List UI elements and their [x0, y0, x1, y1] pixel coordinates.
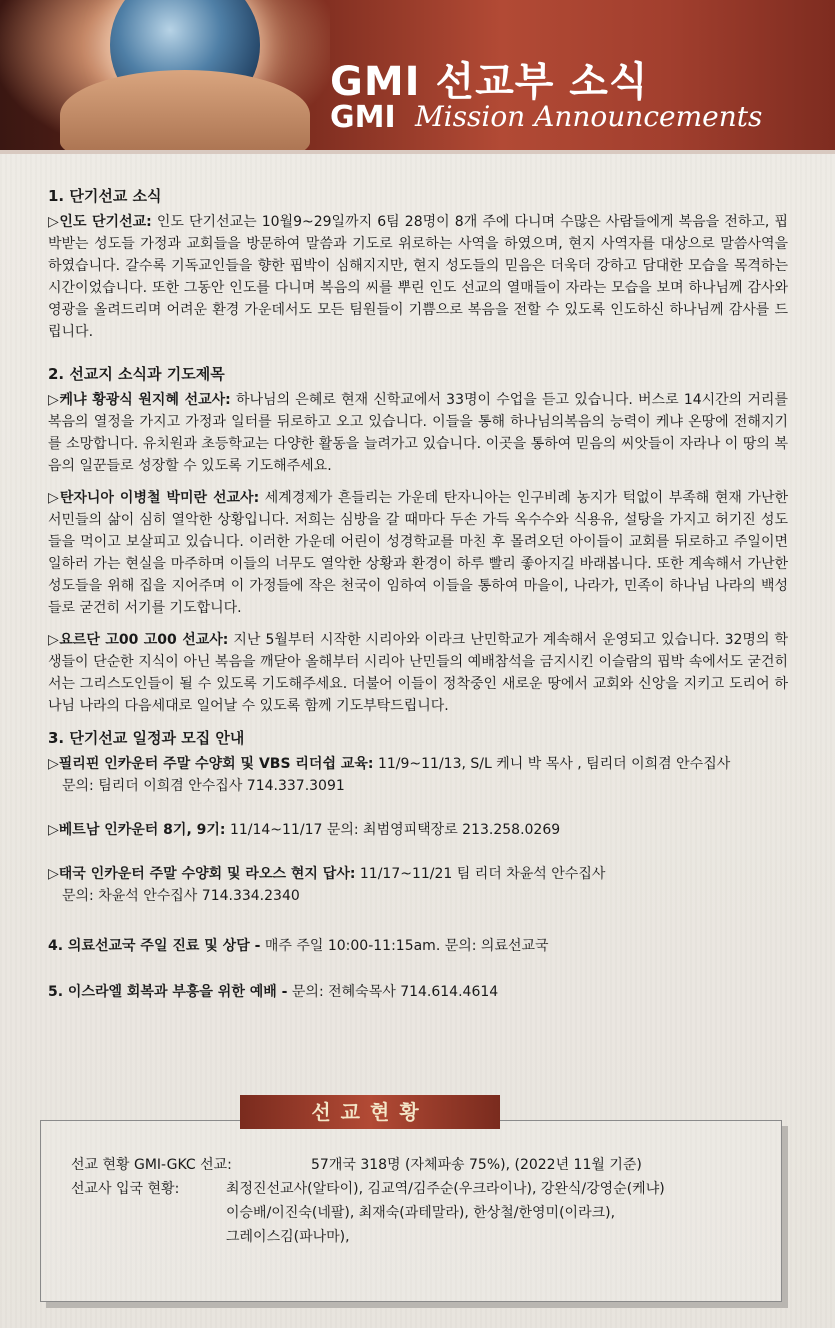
status-value: 57개국 318명 (자체파송 75%), (2022년 11월 기준) [311, 1157, 642, 1173]
status-label: 선교사 입국 현황: [71, 1181, 180, 1197]
status-row [71, 1177, 665, 1249]
paragraph-lead: 5. 이스라엘 회복과 부흥을 위한 예배 - [48, 984, 288, 1000]
schedule-philippines [48, 753, 788, 775]
paragraph-body: 세계경제가 흔들리는 가운데 탄자니아는 인구비례 농지가 턱없이 부족해 현재 가난한 서민들의 삶이 심히 열악한 상황입니다. 저희는 심방을 갈 때마다 두손 가득 옥수수와 식용유, 설탕을 가지고 허기진 성도들을 먹이고 보살피고 있습니다. 이러한 가운데 어린이 성경학교를 마친 후 몰려오던 아이들이 교회를 뒤로하고 주일이면 일하러 가는 현실을 마주하며 이들의 너무도 열악한 상황과 환경이 하루 빨리 좋아지길 바래봅니다. 또한 계속해서 가난한 성도들을 위해 집을 지어주며 이 가정들에 작은 천국이 임하여 이들을 통하여 마을이, 나라가, 민족이 하나님 나라의 백성들로 굳건히 서기를 기도합니다. [48, 490, 788, 616]
paragraph-body: 11/14~11/17 문의: 최범영피택장로 213.258.0269 [225, 822, 561, 838]
mission-status-body [71, 1153, 665, 1249]
paragraph-body: 문의: 전혜숙목사 714.614.4614 [287, 984, 499, 1000]
paragraph-jordan [48, 629, 788, 717]
paragraph-body: 매주 주일 10:00-11:15am. 문의: 의료선교국 [260, 938, 549, 954]
paragraph-lead: ▷태국 인카운터 주말 수양회 및 라오스 현지 답사: [48, 866, 356, 882]
section-short-term-mission [48, 185, 788, 343]
status-label: 선교 현황 GMI-GKC 선교: [71, 1157, 232, 1173]
paragraph-body: 하나님의 은혜로 현재 신학교에서 33명이 수업을 듣고 있습니다. 버스로 14시간의 거리를 복음의 열정을 가지고 가정과 일터를 뒤로하고 오고 있습니다. 이들을 통해 하나님의복음의 능력이 케냐 온땅에 전해지기를 소망합니다. 유치원과 초등학교는 다양한 활동을 늘려가고 있습니다. 이곳을 통하여 믿음의 씨앗들이 자라나 이 땅의 복음의 일꾼들로 성장할 수 있도록 기도해주세요. [48, 392, 788, 474]
mission-status-title: 선교현황 [240, 1095, 500, 1129]
schedule-contact: 문의: 팀리더 이희겸 안수집사 714.337.3091 [62, 778, 345, 794]
schedule-contact: 문의: 차윤석 안수집사 714.334.2340 [62, 888, 300, 904]
paragraph-tanzania [48, 487, 788, 619]
status-value-line: 그레이스김(파나마), [226, 1229, 350, 1245]
paragraph-lead: 4. 의료선교국 주일 진료 및 상담 - [48, 938, 261, 954]
status-value-line: 이승배/이진숙(네팔), 최재숙(과테말라), 한상철/한영미(이라크), [226, 1205, 616, 1221]
status-row [71, 1153, 665, 1177]
section-heading: 1. 단기선교 소식 [48, 187, 162, 205]
banner-title-korean: GMI 선교부 소식 [330, 59, 649, 105]
status-value-line: 최정진선교사(알타이), 김교역/김주순(우크라이나), 강완식/강영순(케냐) [226, 1181, 665, 1197]
banner-title-english: Mission Announcements [415, 100, 763, 133]
section-heading: 2. 선교지 소식과 기도제목 [48, 365, 225, 383]
hands-icon [60, 70, 310, 154]
paragraph [48, 211, 788, 343]
schedule-thailand [48, 863, 788, 885]
section-schedule [48, 727, 788, 907]
section-heading: 3. 단기선교 일정과 모집 안내 [48, 729, 245, 747]
paragraph-lead: ▷인도 단기선교: [48, 214, 152, 230]
paragraph-lead: ▷케냐 황광식 원지혜 선교사: [48, 392, 231, 408]
schedule-vietnam [48, 819, 788, 841]
section-mission-news [48, 363, 788, 717]
banner-title-gmi: GMI [330, 100, 396, 135]
paragraph-body: 인도 단기선교는 10월9~29일까지 6팀 28명이 8개 주에 다니며 수많은 사람들에게 복음을 전하고, 핍박받는 성도들 가정과 교회들을 방문하여 말씀과 기도로 위로하는 사역을 하였으며, 현지 사역자를 대상으로 말씀사역을 하였습니다. 갈수록 기독교인들을 향한 핍박이 심해지지만, 현지 성도들의 믿음은 더욱더 강하고 담대한 모습을 목격하는 시간이었습니다. 또한 그동안 인도를 다니며 복음의 씨를 뿌린 인도 선교의 열매들이 자라는 모습을 보며 하나님께 감사와 영광을 올려드리며 어려운 환경 가운데서도 모든 팀원들이 기쁨으로 복음을 전할 수 있도록 인도하신 하나님께 감사를 드립니다. [48, 214, 788, 340]
paragraph-body: 지난 5월부터 시작한 시리아와 이라크 난민학교가 계속해서 운영되고 있습니다. 32명의 학생들이 단순한 지식이 아닌 복음을 깨닫아 올해부터 시리아 난민들의 예배참석을 금지시킨 이슬람의 핍박 속에서도 굳건히 서는 그리스도인들이 될 수 있도록 기도해주세요. 더불어 이들이 정착중인 새로운 땅에서 교회와 신앙을 지키고 도리어 하나님 나라의 다음세대로 일어날 수 있도록 함께 기도부탁드립니다. [48, 632, 788, 714]
header-banner [0, 0, 835, 154]
status-value-list [226, 1177, 665, 1249]
paragraph-lead: ▷베트남 인카운터 8기, 9기: [48, 822, 226, 838]
mission-status-box [40, 1120, 782, 1302]
paragraph-body: 11/17~11/21 팀 리더 차윤석 안수집사 [355, 866, 606, 882]
paragraph-body: 11/9~11/13, S/L 케니 박 목사 , 팀리더 이희겸 안수집사 [373, 756, 731, 772]
paragraph-lead: ▷탄자니아 이병철 박미란 선교사: [48, 490, 260, 506]
paragraph-lead: ▷요르단 고00 고00 선교사: [48, 632, 229, 648]
section-medical [48, 935, 788, 957]
paragraph-lead: ▷필리핀 인카운터 주말 수양회 및 VBS 리더쉽 교육: [48, 756, 374, 772]
announcements-content [48, 185, 788, 1003]
section-israel-worship [48, 981, 788, 1003]
paragraph-kenya [48, 389, 788, 477]
